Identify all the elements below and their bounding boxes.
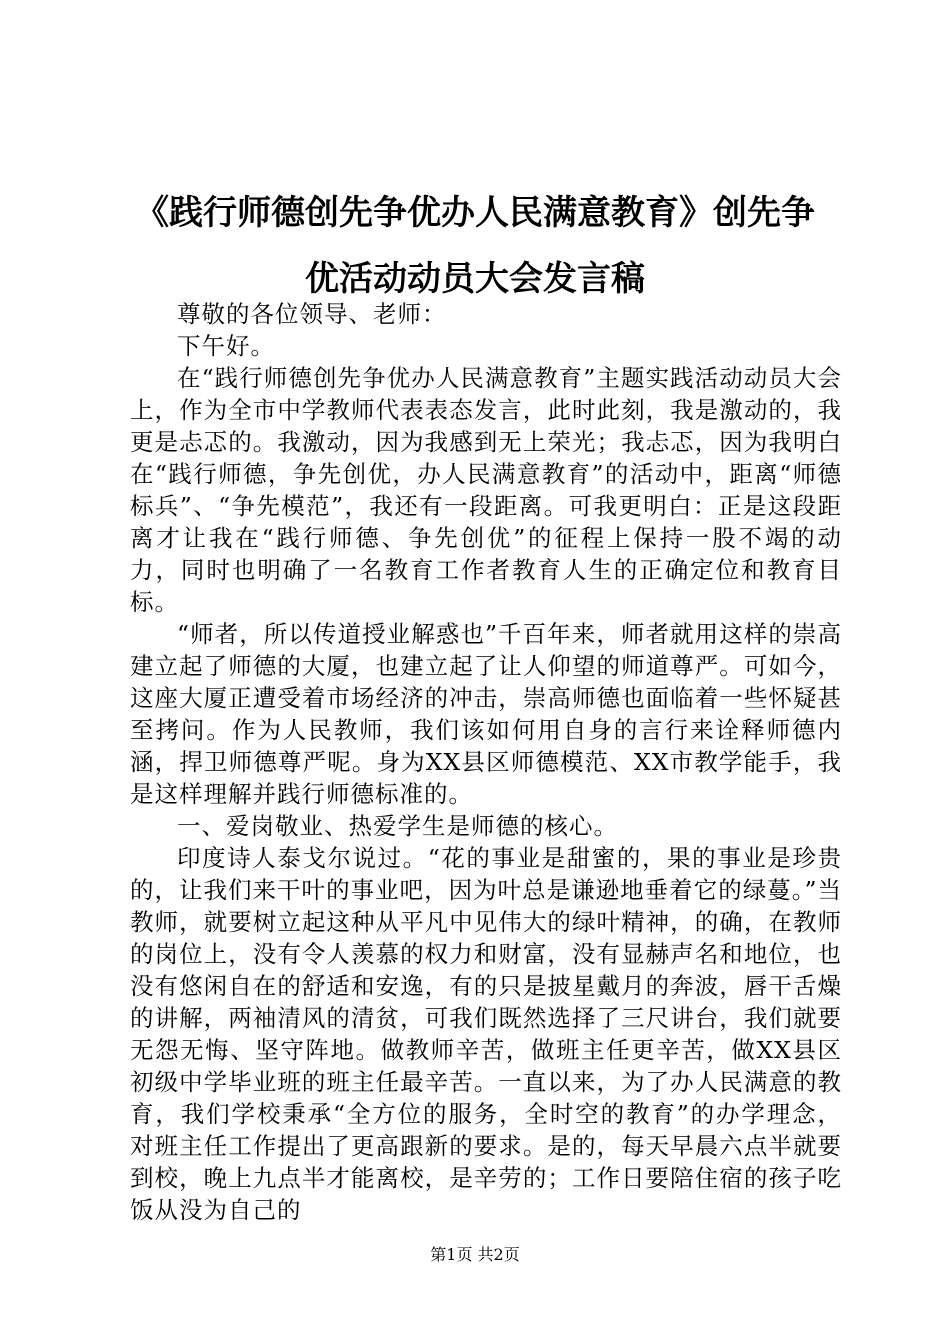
document-title (120, 180, 830, 312)
page-footer: 第1页 共2页 (430, 1245, 520, 1264)
title-line-1: 《践行师德创先争优办人民满意教育》创先争 (135, 193, 815, 233)
title-line-2: 优活动动员大会发言稿 (305, 259, 645, 299)
paragraph: 在“践行师德创先争优办人民满意教育”主题实践活动动员大会上，作为全市中学教师代表表态发言，此时此刻，我是激动的，我更是忐忑的。我激动，因为我感到无上荣光；我忐忑，因为我明白在“践行师德，争先创优，办人民满意教育”的活动中，距离“师德标兵”、“争先模范”，我还有一段距离。可我更明白：正是这段距离才让我在“践行师德、争先创优”的征程上保持一股不竭的动力，同时也明确了一名教育工作者教育人生的正确定位和教育目标。 (130, 364, 842, 616)
paragraph: “师者，所以传道授业解惑也”千百年来，师者就用这样的崇高建立起了师德的大厦，也建立起了让人仰望的师道尊严。可如今，这座大厦正遭受着市场经济的冲击，崇高师德也面临着一些怀疑甚至拷问。作为人民教师，我们该如何用自身的言行来诠释师德内涵，捍卫师德尊严呢。身为XX县区师德模范、XX市教学能手，我是这样理解并践行师德标准的。 (130, 620, 842, 808)
paragraph: 印度诗人泰戈尔说过。“花的事业是甜蜜的，果的事业是珍贵的，让我们来干叶的事业吧，因为叶总是谦逊地垂着它的绿蔓。”当教师，就要树立起这种从平凡中见伟大的绿叶精神，的确，在教师的岗位上，没有令人羡慕的权力和财富，没有显赫声名和地位，也没有悠闲自在的舒适和安逸，有的只是披星戴月的奔波，唇干舌燥的讲解，两袖清风的清贫，可我们既然选择了三尺讲台，我们就要无怨无悔、坚守阵地。做教师辛苦，做班主任更辛苦，做XX县区初级中学毕业班的班主任最辛苦。一直以来，为了办人民满意的教育，我们学校秉承“全方位的服务，全时空的教育”的办学理念，对班主任工作提出了更高跟新的要求。是的，每天早晨六点半就要到校，晚上九点半才能离校，是辛劳的；工作日要陪住宿的孩子吃饭从没为自己的 (130, 844, 842, 1224)
section-heading: 一、爱岗敬业、热爱学生是师德的核心。 (177, 812, 618, 840)
greeting: 下午好。 (177, 332, 275, 360)
document-body (130, 298, 842, 1226)
salutation: 尊敬的各位领导、老师： (177, 300, 447, 328)
